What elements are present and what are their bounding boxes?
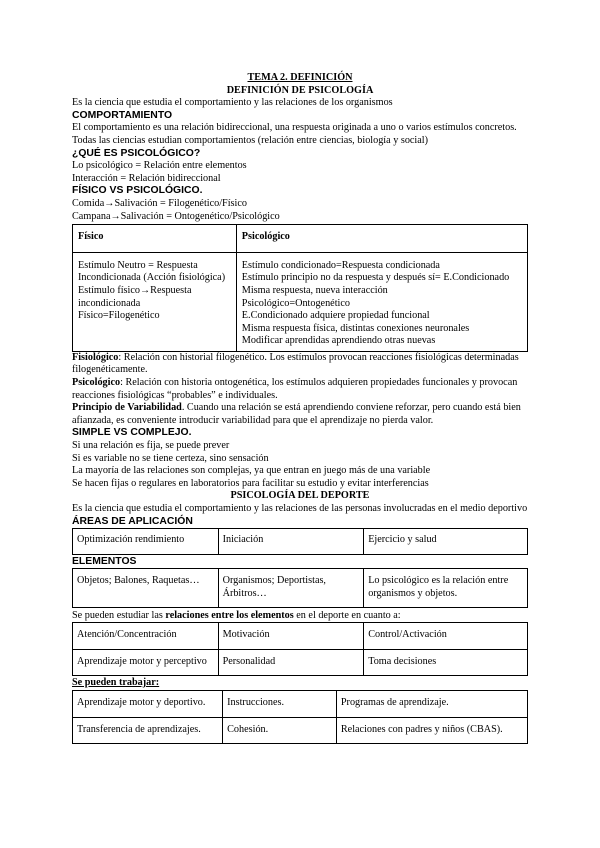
- relacion-cell: Toma decisiones: [364, 649, 528, 676]
- relaciones-bold: relaciones entre los elementos: [165, 609, 294, 621]
- elemento-cell: Lo psicológico es la relación entre organismos y objetos.: [364, 569, 528, 607]
- deporte-heading: PSICOLOGÍA DEL DEPORTE: [230, 490, 370, 502]
- relaciones-text: [72, 610, 528, 623]
- fisico-psicologico-table: [72, 224, 528, 352]
- trabajar-cell: Relaciones con padres y niños (CBAS).: [336, 717, 527, 744]
- relaciones-table: [72, 622, 528, 676]
- table-cell-psicologico: [236, 252, 527, 351]
- psicologico-line: Estímulo principio no da respuesta y después sí= E.Condicionado: [241, 272, 510, 284]
- def-variabilidad-text: . Cuando una relación se está aprendiendo conviene reforzar, pero cuando está bien afianzada, es conveniente introducir variabilidad para que el aprendizaje no pierda valor.: [72, 402, 521, 426]
- comportamiento-line-2: Todas las ciencias estudian comportamientos (relación entre ciencias, biología y social): [72, 134, 429, 146]
- fisico-line: Estímulo físico→Respuesta incondicionada: [78, 284, 192, 309]
- elementos-table: [72, 568, 528, 607]
- simple-vs-heading: SIMPLE VS COMPLEJO.: [72, 427, 192, 439]
- psicologico-line: Modificar aprendidas aprendiendo otras nuevas: [241, 335, 436, 347]
- comportamiento-heading: COMPORTAMIENTO: [72, 109, 173, 121]
- def-psicologico: [72, 377, 528, 402]
- def-variabilidad-term: Principio de Variabilidad: [72, 402, 182, 414]
- elementos-heading: ELEMENTOS: [72, 555, 137, 567]
- relacion-cell: Motivación: [218, 623, 364, 650]
- psicologico-line: E.Condicionado adquiere propiedad funcional: [241, 310, 430, 322]
- fisico-line: Estímulo Neutro = Respuesta Incondicionada (Acción fisiológica): [78, 259, 226, 284]
- elemento-cell: Organismos; Deportistas, Árbitros…: [218, 569, 364, 607]
- que-es-heading: ¿QUÉ ES PSICOLÓGICO?: [72, 147, 201, 159]
- comportamiento-line-1: El comportamiento es una relación bidireccional, una respuesta originada a uno o varios estímulos concretos.: [72, 122, 517, 134]
- def-fisiologico-text: : Relación con historial filogenético. Los estímulos provocan reacciones fisiológicas determinadas filogenéticamente.: [72, 351, 519, 376]
- elemento-cell: Objetos; Balones, Raquetas…: [73, 569, 219, 607]
- fisico-vs-line-1: Comida→Salivación = Filogenético/Físico: [72, 197, 247, 209]
- def-psicologico-term: Psicológico: [72, 377, 121, 389]
- def-fisiologico-term: Fisiológico: [72, 351, 119, 363]
- simple-line: Si una relación es fija, se puede prever: [72, 440, 230, 452]
- def-fisiologico: [72, 352, 528, 377]
- relacion-cell: Atención/Concentración: [73, 623, 219, 650]
- deporte-intro: Es la ciencia que estudia el comportamiento y las relaciones de las personas involucradas en el medio deportivo: [72, 503, 528, 514]
- relacion-cell: Control/Activación: [364, 623, 528, 650]
- area-cell: Ejercicio y salud: [364, 529, 528, 555]
- areas-heading: ÁREAS DE APLICACIÓN: [72, 515, 193, 527]
- def-psicologico-text: : Relación con historia ontogenética, los estímulos adquieren propiedades funcionales y provocan reacciones fisiológicas “probables” e individuales.: [72, 377, 518, 401]
- simple-line: La mayoría de las relaciones son complejas, ya que entran en juego más de una variable: [72, 465, 431, 477]
- psicologico-line: Estímulo condicionado=Respuesta condicionada: [241, 259, 440, 271]
- simple-line: Se hacen fijas o regulares en laboratorios para facilitar su estudio y evitar interferencias: [72, 477, 429, 489]
- trabajar-cell: Transferencia de aprendizajes.: [73, 717, 223, 744]
- table-header-fisico: Físico: [73, 225, 237, 253]
- trabajar-heading: Se pueden trabajar:: [72, 677, 160, 689]
- que-es-line-1: Lo psicológico = Relación entre elementos: [72, 160, 247, 172]
- areas-table: [72, 528, 528, 555]
- trabajar-cell: Programas de aprendizaje.: [336, 690, 527, 717]
- table-header-psicologico: Psicológico: [236, 225, 527, 253]
- fisico-vs-line-2: Campana→Salivación = Ontogenético/Psicológico: [72, 210, 280, 222]
- relaciones-pre: Se pueden estudiar las: [72, 609, 166, 621]
- document-page: [72, 72, 528, 744]
- fisico-line: Físico=Filogenético: [78, 310, 160, 322]
- intro-text: Es la ciencia que estudia el comportamiento y las relaciones de los organismos: [72, 97, 393, 109]
- page-subtitle: DEFINICIÓN DE PSICOLOGÍA: [226, 84, 374, 96]
- trabajar-table: [72, 690, 528, 744]
- relacion-cell: Personalidad: [218, 649, 364, 676]
- area-cell: Iniciación: [218, 529, 364, 555]
- relacion-cell: Aprendizaje motor y perceptivo: [73, 649, 219, 676]
- trabajar-cell: Cohesión.: [223, 717, 337, 744]
- def-variabilidad: [72, 402, 528, 427]
- psicologico-line: Misma respuesta, nueva interacción: [241, 284, 388, 296]
- psicologico-line: Misma respuesta física, distintas conexiones neuronales: [241, 322, 470, 334]
- trabajar-cell: Instrucciones.: [223, 690, 337, 717]
- psicologico-line: Psicológico=Ontogenético: [241, 297, 350, 309]
- simple-line: Si es variable no se tiene certeza, sino sensación: [72, 452, 269, 464]
- area-cell: Optimización rendimiento: [73, 529, 219, 555]
- fisico-vs-heading: FÍSICO VS PSICOLÓGICO.: [72, 185, 203, 197]
- trabajar-cell: Aprendizaje motor y deportivo.: [73, 690, 223, 717]
- relaciones-post: en el deporte en cuanto a:: [293, 609, 401, 621]
- table-cell-fisico: [73, 252, 237, 351]
- page-title: TEMA 2. DEFINICIÓN: [247, 72, 353, 83]
- que-es-line-2: Interacción = Relación bidireccional: [72, 172, 221, 184]
